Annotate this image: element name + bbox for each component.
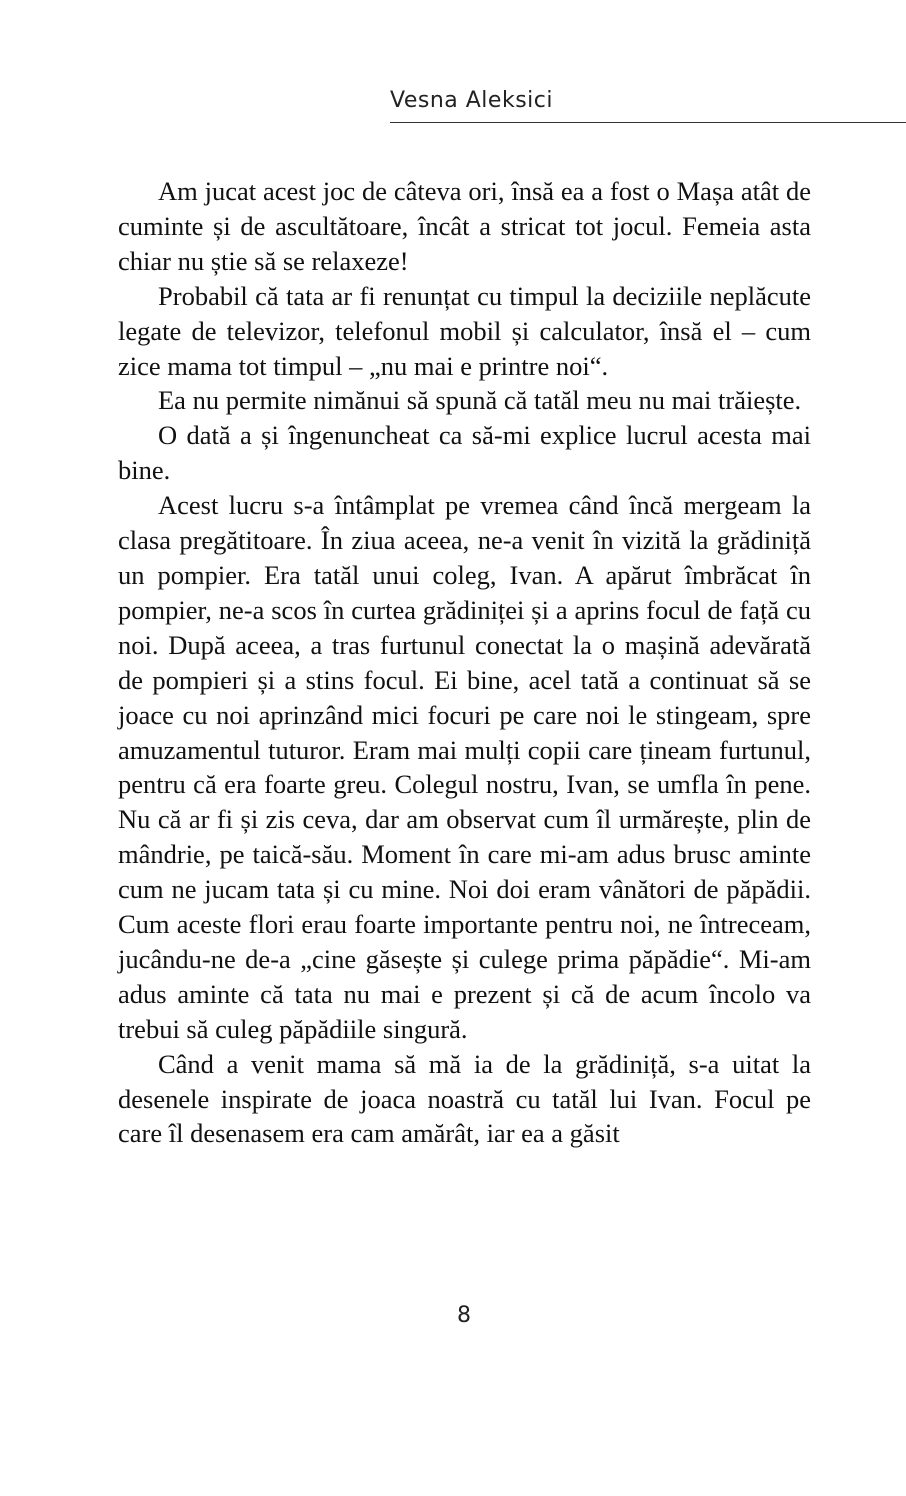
paragraph-4: O dată a și îngenuncheat ca să-mi explice lucrul acesta mai bine. [118, 420, 811, 486]
paragraph-2: Probabil că tata ar fi renunțat cu timpul la deciziile neplăcute legate de televizor, telefonul mobil și calculator, însă el – cum zice mama tot timpul – „nu mai e printre noi“. [118, 280, 811, 381]
paragraph-6: Când a venit mama să mă ia de la grădiniță, s-a uitat la desenele inspirate de joaca noastră cu tatăl lui Ivan. Focul pe care îl desenasem era cam amărât, iar ea a găsit [118, 1048, 811, 1149]
page-number: 8 [457, 1303, 471, 1328]
paragraph-3: Ea nu permite nimănui să spună că tatăl meu nu mai trăiește. [158, 385, 802, 416]
paragraph-1: Am jucat acest joc de câteva ori, însă ea a fost o Mașa atât de cuminte și de ascultătoare, încât a stricat tot jocul. Femeia asta chiar nu știe să se relaxeze! [118, 176, 811, 276]
header-author: Vesna Aleksici [390, 88, 553, 113]
body-text [118, 174, 811, 1151]
paragraph-5: Acest lucru s-a întâmplat pe vremea când încă mergeam la clasa pregătitoare. În ziua aceea, ne-a venit în vizită la grădiniță un pompier. Era tatăl unui coleg, Ivan. A apărut îmbrăcat în pompier, ne-a scos în curtea grădiniței și a aprins focul de față cu noi. După aceea, a tras furtunul conectat la o mașină adevărată de pompieri și a stins focul. Ei bine, acel tată a continuat să se joace cu noi aprinzând mici focuri pe care noi le stingeam, spre amuzamentul tuturor. Eram mai mulți copii care țineam furtunul, pentru că era foarte greu. Colegul nostru, Ivan, se umfla în pene. Nu că ar fi și zis ceva, dar am observat cum îl urmărește, plin de mândrie, pe taică-său. Moment în care mi-am adus brusc aminte cum ne jucam tata și cu mine. Noi doi eram vânători de păpădii. Cum aceste flori erau foarte importante pentru noi, ne întreceam, jucându-ne de-a „cine găsește și culege prima păpădie“. Mi-am adus aminte că tata nu mai e prezent și că de acum încolo va trebui să culeg păpădiile singură. [118, 490, 811, 1044]
running-header [390, 86, 906, 123]
